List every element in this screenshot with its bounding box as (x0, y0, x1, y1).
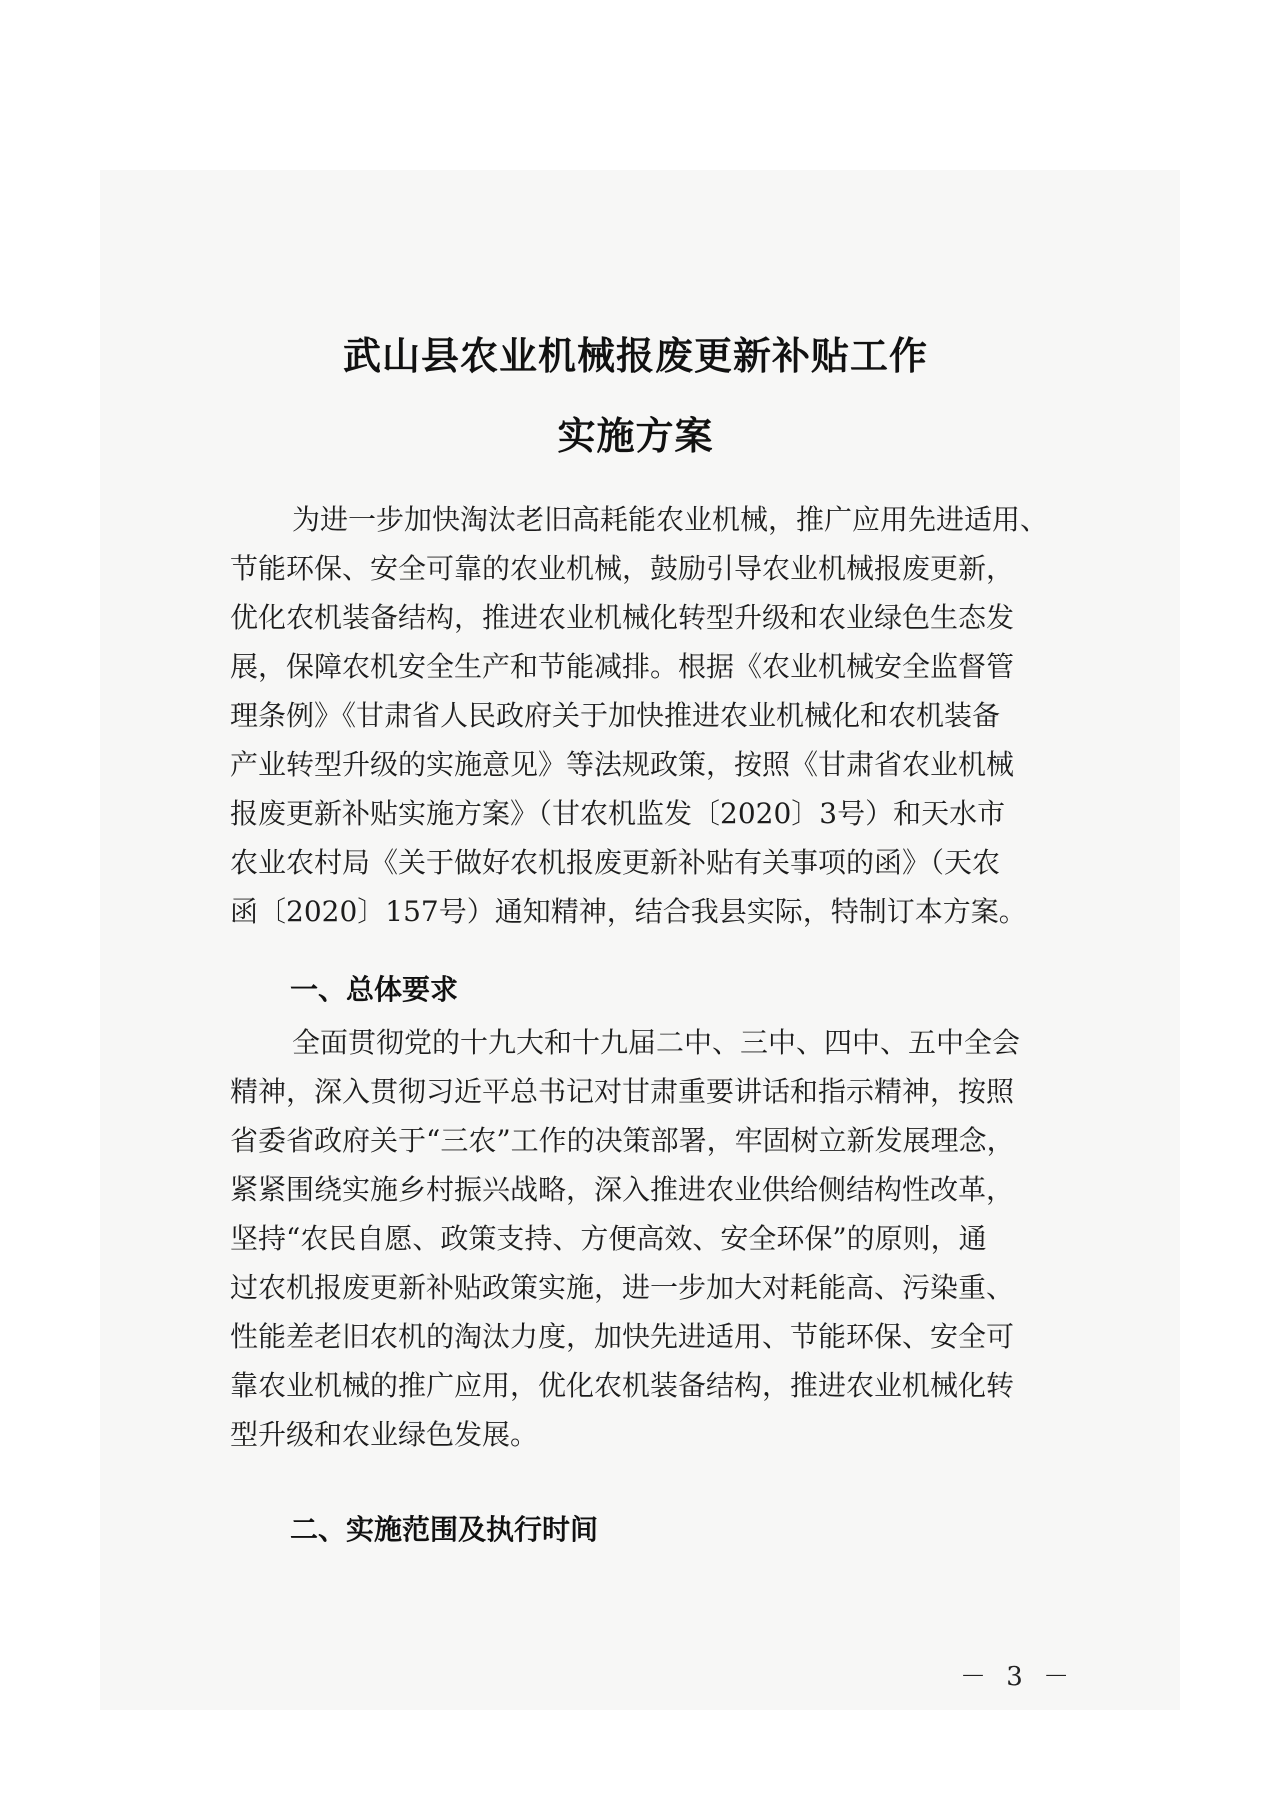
paragraph-line: 型升级和农业绿色发展。 (230, 1418, 539, 1451)
paragraph-line: 为进一步加快淘汰老旧高耗能农业机械，推广应用先进适用、 (292, 503, 1049, 536)
paragraph-line: 函〔2020〕157号）通知精神，结合我县实际，特制订本方案。 (230, 895, 1027, 928)
paragraph-line: 理条例》《甘肃省人民政府关于加快推进农业机械化和农机装备 (230, 699, 1001, 732)
paragraph-line: 节能环保、安全可靠的农业机械，鼓励引导农业机械报废更新， (230, 552, 1015, 585)
section-heading-scope-and-timing: 二、实施范围及执行时间 (290, 1513, 599, 1546)
paragraph-line: 省委省政府关于“三农”工作的决策部署，牢固树立新发展理念， (230, 1124, 1015, 1157)
paragraph-line: 农业农村局《关于做好农机报废更新补贴有关事项的函》（天农 (230, 846, 1001, 879)
paragraph-line: 展，保障农机安全生产和节能减排。根据《农业机械安全监督管 (230, 650, 1015, 683)
paragraph-line: 优化农机装备结构，推进农业机械化转型升级和农业绿色生态发 (230, 601, 1015, 634)
paragraph-line: 报废更新补贴实施方案》（甘农机监发〔2020〕3号）和天水市 (230, 797, 1006, 830)
paragraph-line: 性能差老旧农机的淘汰力度，加快先进适用、节能环保、安全可 (230, 1320, 1015, 1353)
general-requirements-paragraph (230, 1018, 1070, 1459)
intro-paragraph (230, 495, 1070, 936)
section-heading-general-requirements: 一、总体要求 (290, 973, 459, 1006)
paragraph-line: 过农机报废更新补贴政策实施，进一步加大对耗能高、污染重、 (230, 1271, 1015, 1304)
document-title: 武山县农业机械报废更新补贴工作 (342, 334, 928, 378)
paragraph-line: 全面贯彻党的十九大和十九届二中、三中、四中、五中全会 (292, 1026, 1021, 1059)
paragraph-line: 紧紧围绕实施乡村振兴战略，深入推进农业供给侧结构性改革， (230, 1173, 1015, 1206)
scanned-sheet (100, 170, 1180, 1710)
paragraph-line: 产业转型升级的实施意见》等法规政策，按照《甘肃省农业机械 (230, 748, 1015, 781)
paragraph-line: 坚持“农民自愿、政策支持、方便高效、安全环保”的原则，通 (230, 1222, 987, 1255)
page-number: － 3 － (960, 1662, 1076, 1692)
paragraph-line: 精神，深入贯彻习近平总书记对甘肃重要讲话和指示精神，按照 (230, 1075, 1015, 1108)
paragraph-line: 靠农业机械的推广应用，优化农机装备结构，推进农业机械化转 (230, 1369, 1015, 1402)
document-subtitle: 实施方案 (557, 414, 714, 458)
